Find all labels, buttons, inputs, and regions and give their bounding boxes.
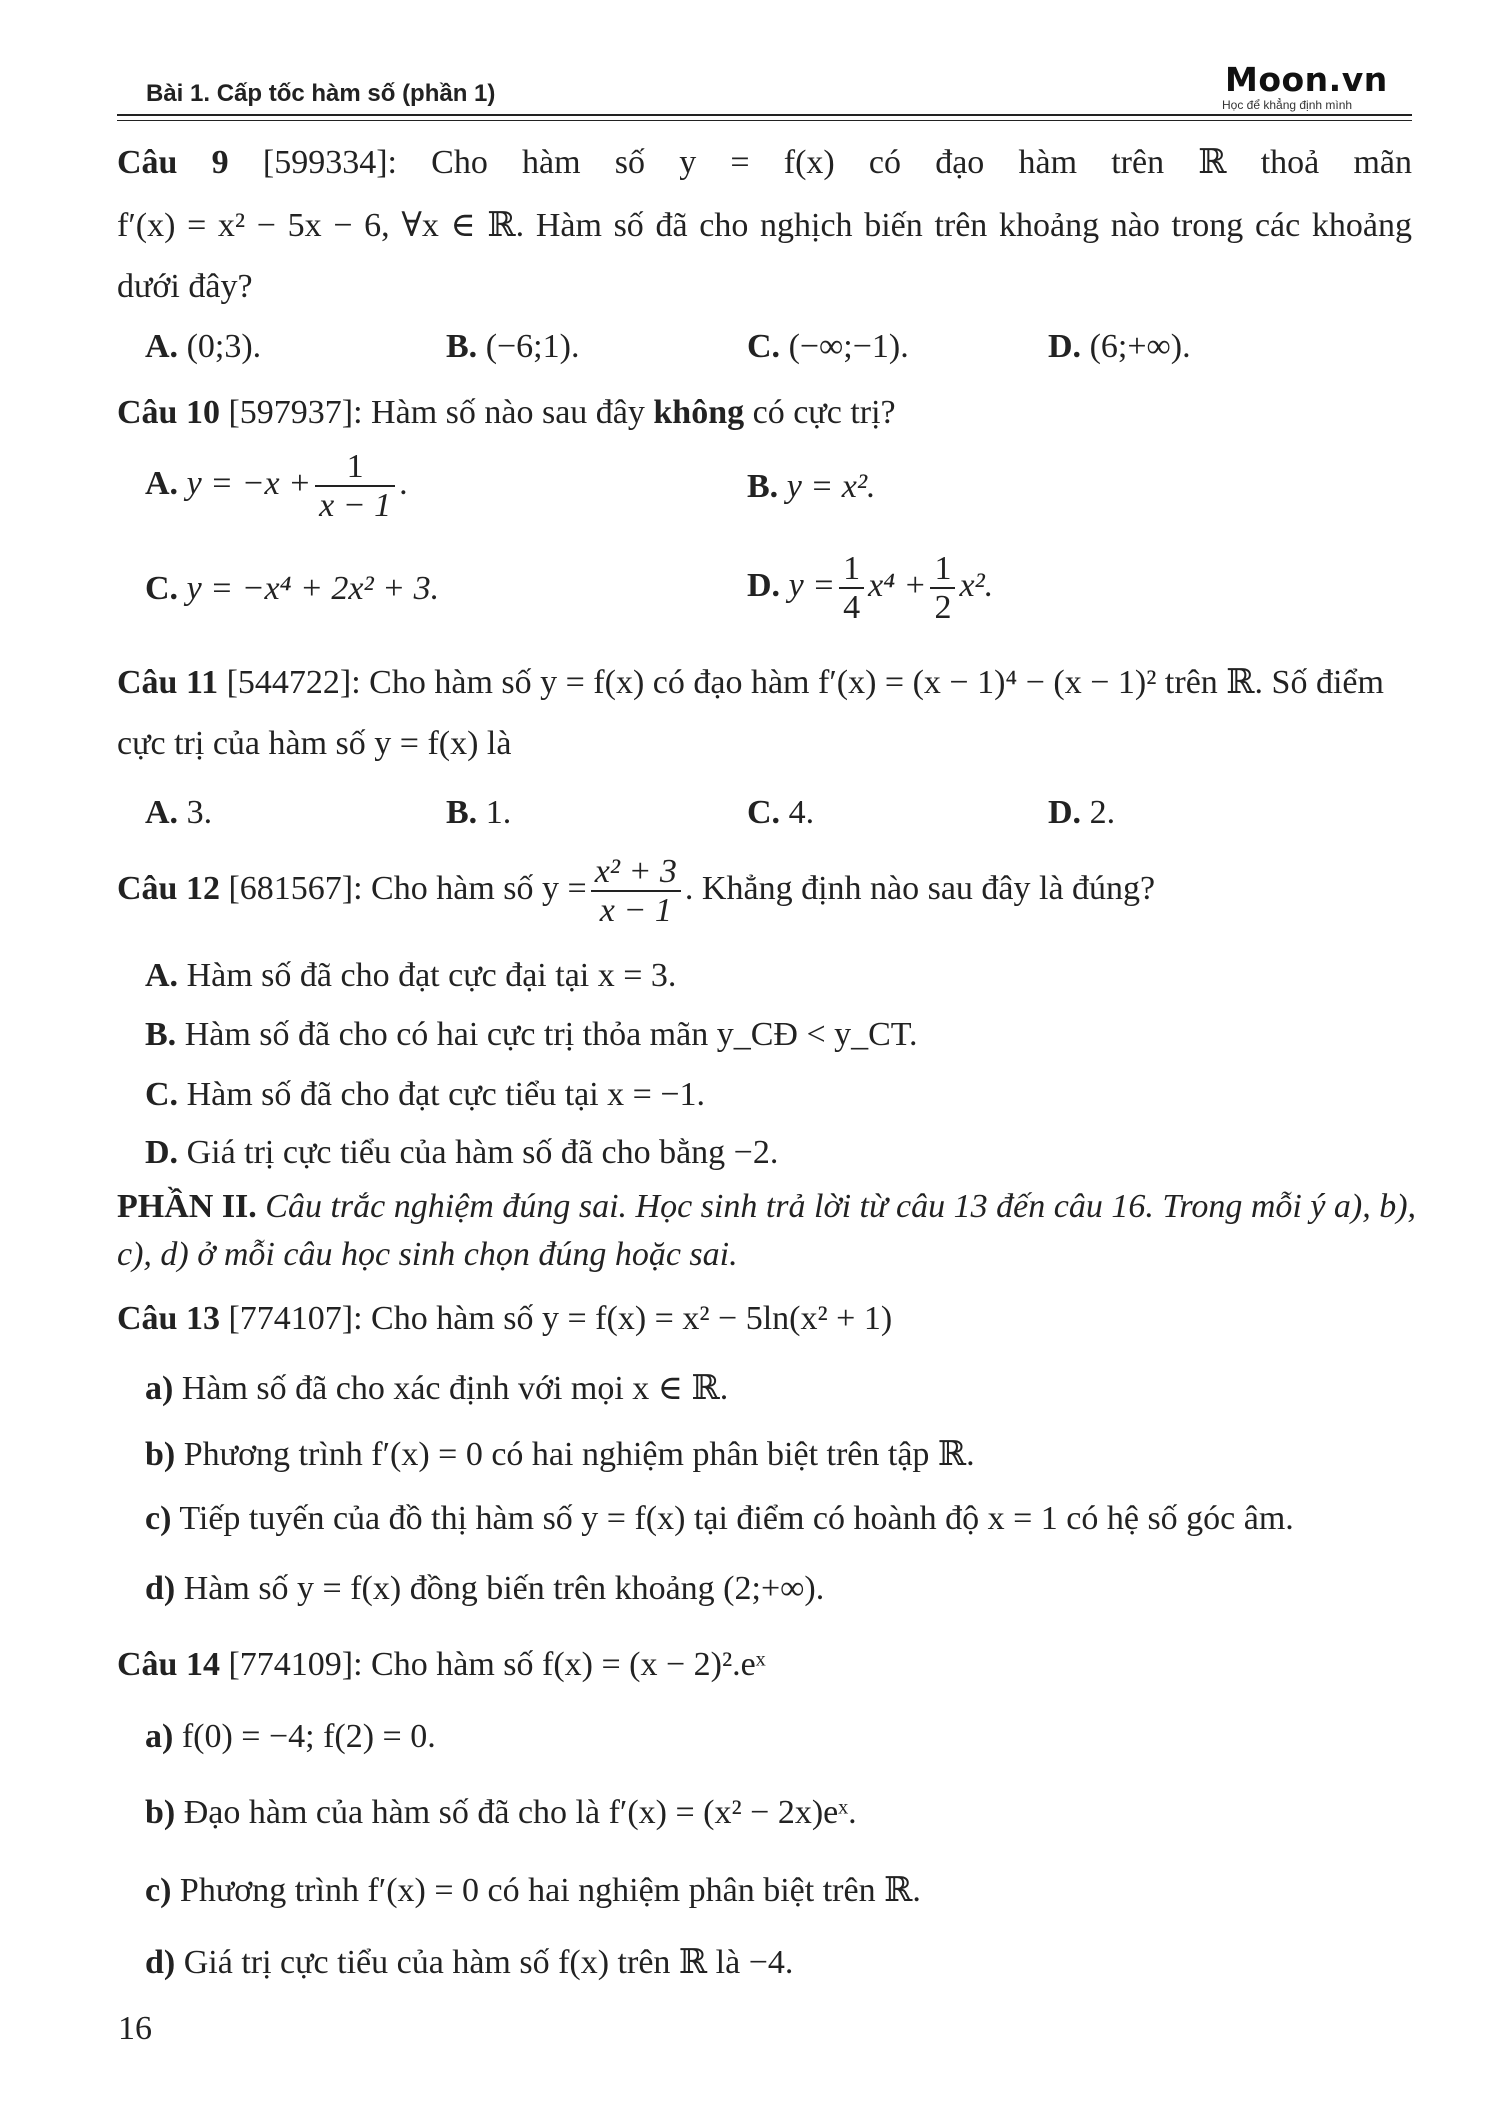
q9-label: Câu 9 — [117, 144, 229, 181]
q10-d-fraction-2: $\frac{1}{2}$ — [930, 550, 955, 627]
q9-option-a: A. (0;3). — [145, 328, 262, 365]
q11-line2: cực trị của hàm số y = f(x) là — [117, 725, 512, 762]
header-title: Bài 1. Cấp tốc hàm số (phần 1) — [146, 80, 496, 107]
q10-option-d: D. y = $\frac{1}{4}$ x⁴ + $\frac{1}{2}$ x². — [747, 550, 994, 627]
q10-emphasis: không — [653, 394, 745, 431]
q10-a-fraction: $\frac{1}{x - 1}$ — [315, 448, 395, 525]
q13-label: Câu 13 — [117, 1300, 220, 1337]
q13-item-c: c) Tiếp tuyến của đồ thị hàm số y = f(x) tại điểm có hoành độ x = 1 có hệ số góc âm. — [145, 1500, 1294, 1537]
q10-label: Câu 10 — [117, 394, 220, 431]
q12-option-b: B. Hàm số đã cho có hai cực trị thỏa mãn y_CĐ < y_CT. — [145, 1016, 918, 1053]
q13-item-b: b) Phương trình f′(x) = 0 có hai nghiệm phân biệt trên tập ℝ. — [145, 1436, 975, 1473]
q14-item-c: c) Phương trình f′(x) = 0 có hai nghiệm phân biệt trên ℝ. — [145, 1872, 921, 1909]
part2-line1: PHẦN II. Câu trắc nghiệm đúng sai. Học sinh trả lời từ câu 13 đến câu 16. Trong mỗi ý a), b), — [117, 1188, 1417, 1225]
q10-stem: Câu 10 [597937]: Hàm số nào sau đây không có cực trị? — [117, 394, 896, 431]
q14-label: Câu 14 — [117, 1646, 220, 1683]
brand-tagline: Học để khẳng định mình — [1222, 98, 1353, 112]
q12-option-d: D. Giá trị cực tiểu của hàm số đã cho bằng −2. — [145, 1134, 779, 1171]
header-rule-thin — [117, 120, 1412, 121]
q14-item-b: b) Đạo hàm của hàm số đã cho là f′(x) = (x² − 2x)eˣ. — [145, 1794, 857, 1831]
q11-option-c: C. 4. — [747, 794, 815, 831]
q12-label: Câu 12 — [117, 870, 220, 908]
q10-option-b: B. y = x². — [747, 468, 876, 505]
q9-line1: Câu 9 [599334]: Cho hàm số y = f(x) có đạo hàm trên ℝ thoả mãn — [117, 144, 1413, 181]
q9-option-b: B. (−6;1). — [446, 328, 580, 365]
q11-line1: Câu 11 [544722]: Cho hàm số y = f(x) có đạo hàm f′(x) = (x − 1)⁴ − (x − 1)² trên ℝ. Số điểm — [117, 664, 1384, 701]
q11-option-a: A. 3. — [145, 794, 213, 831]
part2-label: PHẦN II. — [117, 1188, 257, 1225]
q11-label: Câu 11 — [117, 664, 219, 701]
q12-option-c: C. Hàm số đã cho đạt cực tiểu tại x = −1. — [145, 1076, 706, 1113]
q13-stem: Câu 13 [774107]: Cho hàm số y = f(x) = x² − 5ln(x² + 1) — [117, 1300, 893, 1337]
q9-option-d: D. (6;+∞). — [1048, 328, 1191, 365]
part2-line2: c), d) ở mỗi câu học sinh chọn đúng hoặc sai. — [117, 1236, 738, 1273]
q11-option-d: D. 2. — [1048, 794, 1116, 831]
q14-item-a: a) f(0) = −4; f(2) = 0. — [145, 1718, 436, 1755]
q11-option-b: B. 1. — [446, 794, 512, 831]
brand-logo: Moon.vn — [1225, 60, 1388, 99]
q13-item-a: a) Hàm số đã cho xác định với mọi x ∈ ℝ. — [145, 1370, 729, 1407]
q9-option-c: C. (−∞;−1). — [747, 328, 909, 365]
q13-item-d: d) Hàm số y = f(x) đồng biến trên khoảng (2;+∞). — [145, 1570, 825, 1607]
q12-option-a: A. Hàm số đã cho đạt cực đại tại x = 3. — [145, 957, 677, 994]
page-number: 16 — [118, 2010, 152, 2047]
q10-option-c: C. y = −x⁴ + 2x² + 3. — [145, 570, 440, 607]
q9-line3: dưới đây? — [117, 268, 253, 305]
q12-stem: Câu 12 [681567]: Cho hàm số y = $\frac{\text{x² + 3}}{x - 1}$ . Khẳng định nào sau đây là đúng? — [117, 853, 1156, 930]
q10-option-a: A. y = −x + $\frac{1}{x - 1}$ . — [145, 448, 408, 525]
header-rule — [117, 114, 1412, 116]
q12-fraction: $\frac{\text{x² + 3}}{x - 1}$ — [591, 853, 681, 930]
q9-line2: f′(x) = x² − 5x − 6, ∀x ∈ ℝ. Hàm số đã cho nghịch biến trên khoảng nào trong các khoảng — [117, 207, 1412, 244]
q14-stem: Câu 14 [774109]: Cho hàm số f(x) = (x − 2)².eˣ — [117, 1646, 766, 1683]
q14-item-d: d) Giá trị cực tiểu của hàm số f(x) trên ℝ là −4. — [145, 1944, 794, 1981]
q10-d-fraction-1: $\frac{1}{4}$ — [839, 550, 864, 627]
